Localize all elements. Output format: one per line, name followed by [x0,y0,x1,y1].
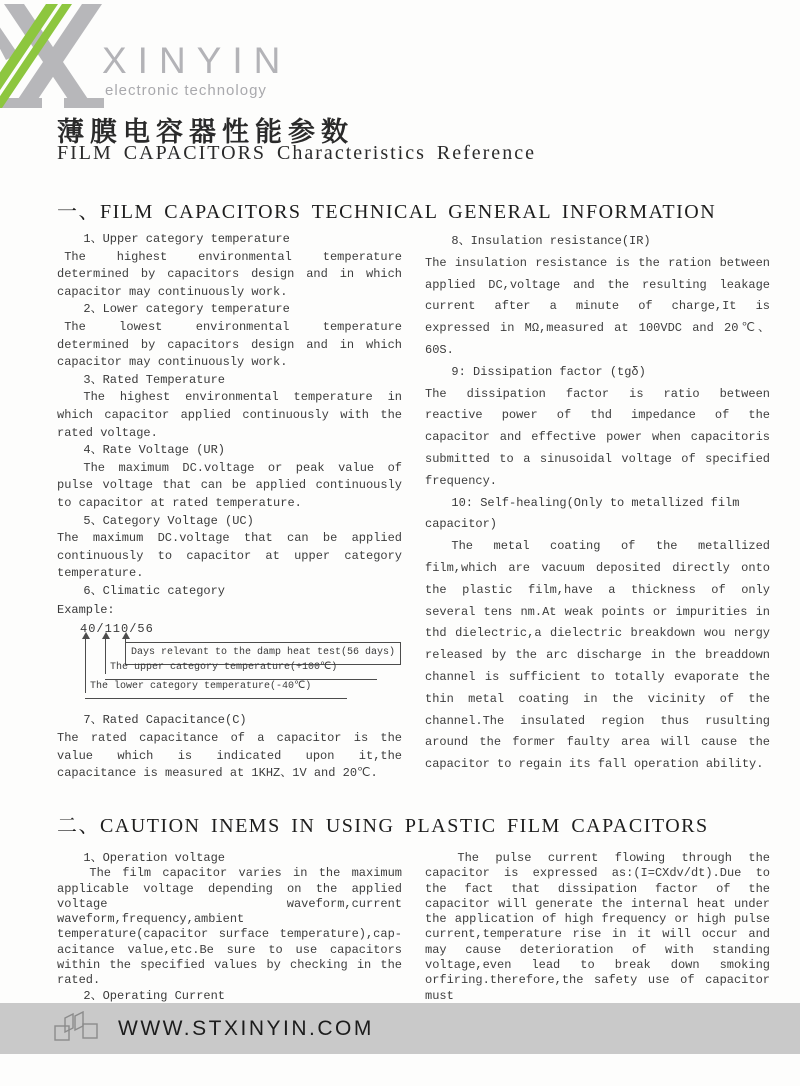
diagram-example-label: Example: [57,603,115,618]
list-item [57,442,402,512]
item-paragraph: The metal coating of the metallized film,which are vacuum deposited directly onto the plastic film,have a thickness of only several tens nm.At weak points or impurities in thd dielectric,a dielectric breakdown wou nergy released by the arc discharge in the breaddown channel is sufficient to totally evaporate the thin metal coating in the vicinity of the channel.The insulated region thus rusulting around the former faulty area will cause the capacitor to regain its fall operation ability. [425,539,770,772]
list-item [57,231,402,301]
diagram-label-lower-temp: The lower category temperature(-40℃) [85,677,347,699]
item-paragraph: The maximum DC.voltage that can be applied continuously to capacitor at upper category temperature. [57,531,402,581]
item-paragraph: The highest environmental temperature determined by capacitors design and in which capacitor may continuously work. [57,249,402,299]
item-title: 2、Lower category temperature [83,302,290,317]
list-item [425,362,770,493]
page-title-chinese: 薄膜电容器性能参数 [57,117,354,148]
section1-heading: 一、FILM CAPACITORS TECHNICAL GENERAL INFORMATION [57,201,717,223]
item-title: 1、Upper category temperature [83,232,290,246]
list-item [425,231,770,362]
item-title: 7、Rated Capacitance(C) [83,713,247,728]
list-item [425,493,770,776]
item-title: 8、Insulation resistance(IR) [451,234,651,248]
list-item [57,712,402,782]
item-paragraph: The maximum DC.voltage or peak value of pulse voltage that can be applied continuously to capacitor at rated temperature. [57,460,402,510]
item-paragraph: The highest environmental temperature in which capacitor applied continuously with the rated voltage. [57,390,402,440]
page-title-english: FILM CAPACITORS Characteristics Reference [57,142,536,164]
section2-right-column [425,851,770,1004]
list-item [57,851,402,989]
footer-bar [0,1003,800,1054]
item-title: 9: Dissipation factor (tgδ) [451,364,646,379]
section1-columns [57,231,770,783]
list-item [57,372,402,442]
list-item [57,583,402,601]
footer-logo-icon [52,1011,108,1047]
item-paragraph: The film capacitor varies in the maximum applicable voltage depending on the applied voltage waveform,current waveform,frequency,ambient temperature(capacitor surface temperature),cap-acitance value,etc.Be sure to use capacitors within the specified values by checking in the rated. [57,866,402,988]
item-title: 3、Rated Temperature [83,372,226,387]
section2-columns [57,851,770,1004]
list-item [57,989,402,1004]
list-item [57,301,402,371]
item-title: 5、Category Voltage (UC) [83,513,254,528]
item-paragraph: The rated capacitance of a capacitor is the value which is indicated upon it,the capacitance is measured at 1KHZ、1V and 20℃. [57,731,402,781]
section2-left-column [57,851,402,1004]
item-title: 6、Climatic category [83,583,226,598]
section1-left-column [57,231,402,783]
diagram-code: 40/110/56 [80,622,154,637]
pulse-current-paragraph: The pulse current flowing through the capacitor is expressed as:(I=CXdv/dt).Due to the fact that dissipation factor of the capacitor will generate the internal heat under the application of high frequency or high pulse current,temperature rise in it will occur and may cause deterioration of with standing voltage,even lead to break down smoking orfiring.therefore,the safety use of capacitor must [425,851,770,1003]
footer-website-text: WWW.STXINYIN.COM [118,1016,374,1040]
list-item [57,513,402,583]
diagram-label-upper-temp: The upper category temperature(+100℃) [105,658,377,680]
xinyin-logo-icon [0,4,118,108]
item-title: 1、Operation voltage [83,851,226,865]
brand-wordmark: XINYIN [102,40,292,81]
item-paragraph: The insulation resistance is the ration between applied DC,voltage and the resulting leakage current after a minute of charge,It is expressed in MΩ,measured at 100VDC and 20℃、60S. [425,255,770,357]
section2-heading: 二、CAUTION INEMS IN USING PLASTIC FILM CAPACITORS [57,815,709,837]
item-paragraph: The lowest environmental temperature determined by capacitors design and in which capacitor may continuously work. [57,319,402,370]
item-title: 4、Rate Voltage (UR) [83,443,226,458]
item-title: 2、Operating Current [83,988,226,1003]
item-title: 10: Self-healing(Only to metallized film capacitor) [425,495,740,532]
brand-subtext: electronic technology [105,82,267,99]
diagram-label-damp-heat: Days relevant to the damp heat test(56 days) [125,642,401,665]
item-paragraph: The dissipation factor is ratio between reactive power of thd impedance of the capacitor and effective power when capacitoris submitted to a sinusoidal voltage of specified frequency. [425,386,770,488]
section1-right-column [425,231,770,783]
climatic-category-diagram [57,602,402,704]
